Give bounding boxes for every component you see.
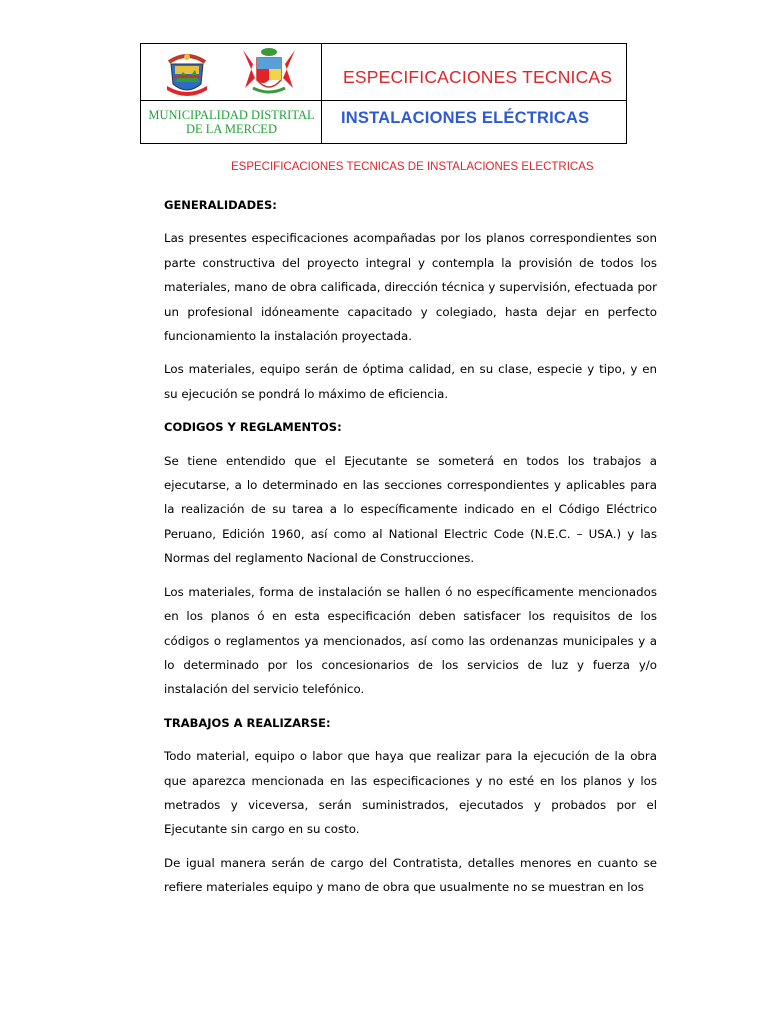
section-title: CODIGOS Y REGLAMENTOS: xyxy=(164,420,342,435)
paragraph: Todo material, equipo o labor que haya que realizar para la ejecución de la obra que aparezca mencionada en las especificaciones y no esté en los planos y los metrados y viceversa, serán suministrados, ejecutados y probados por el Ejecutante sin cargo en su costo. xyxy=(164,749,657,837)
section-generalidades xyxy=(164,193,657,406)
logo-cell xyxy=(141,44,322,100)
municipal-shield-icon xyxy=(163,48,211,98)
municipality-line2: DE LA MERCED xyxy=(186,122,277,136)
paragraph: Los materiales, forma de instalación se hallen ó no específicamente mencionados en los planos ó en esta especificación deben satisfacer los requisitos de los códigos o reglamentos ya mencionados, así como las ordenanzas municipales y a lo determinado por los concesionarios de los servicios de luz y fuerza y/o instalación del servicio telefónico. xyxy=(164,584,657,697)
section-codigos xyxy=(164,415,657,701)
document-body xyxy=(164,193,657,909)
municipality-name xyxy=(141,108,322,136)
municipality-line1: MUNICIPALIDAD DISTRITAL xyxy=(148,108,315,122)
section-title: GENERALIDADES: xyxy=(164,198,277,212)
subtitle: INSTALACIONES ELÉCTRICAS xyxy=(341,109,590,127)
subtitle-cell xyxy=(322,100,626,143)
municipality-cell xyxy=(141,100,322,143)
peru-coat-of-arms-icon xyxy=(239,44,299,98)
paragraph: Las presentes especificaciones acompañadas por los planos correspondientes son parte constructiva del proyecto integral y contempla la provisión de todos los materiales, mano de obra calificada, dirección técnica y supervisión, efectuada por un profesional idóneamente capacitado y colegiado, hasta dejar en perfecto funcionamiento la instalación proyectada. xyxy=(164,231,657,344)
section-title: TRABAJOS A REALIZARSE: xyxy=(164,715,331,730)
section-trabajos xyxy=(164,711,657,900)
spec-title: ESPECIFICACIONES TECNICAS xyxy=(343,67,613,87)
document-heading: ESPECIFICACIONES TECNICAS DE INSTALACIONES ELECTRICAS xyxy=(231,161,594,173)
title-cell xyxy=(322,44,626,100)
paragraph: De igual manera serán de cargo del Contratista, detalles menores en cuanto se refiere materiales equipo y mano de obra que usualmente no se muestran en los xyxy=(164,855,657,895)
paragraph: Se tiene entendido que el Ejecutante se someterá en todos los trabajos a ejecutarse, a lo determinado en las secciones correspondientes y aplicables para la realización de su tarea a lo específicamente indicado en el Código Eléctrico Peruano, Edición 1960, así como al National Electric Code (N.E.C. – USA.) y las Normas del reglamento Nacional de Construcciones. xyxy=(164,453,657,566)
header-table xyxy=(140,43,627,144)
paragraph: Los materiales, equipo serán de óptima calidad, en su clase, especie y tipo, y en su ejecución se pondrá lo máximo de eficiencia. xyxy=(164,362,657,401)
